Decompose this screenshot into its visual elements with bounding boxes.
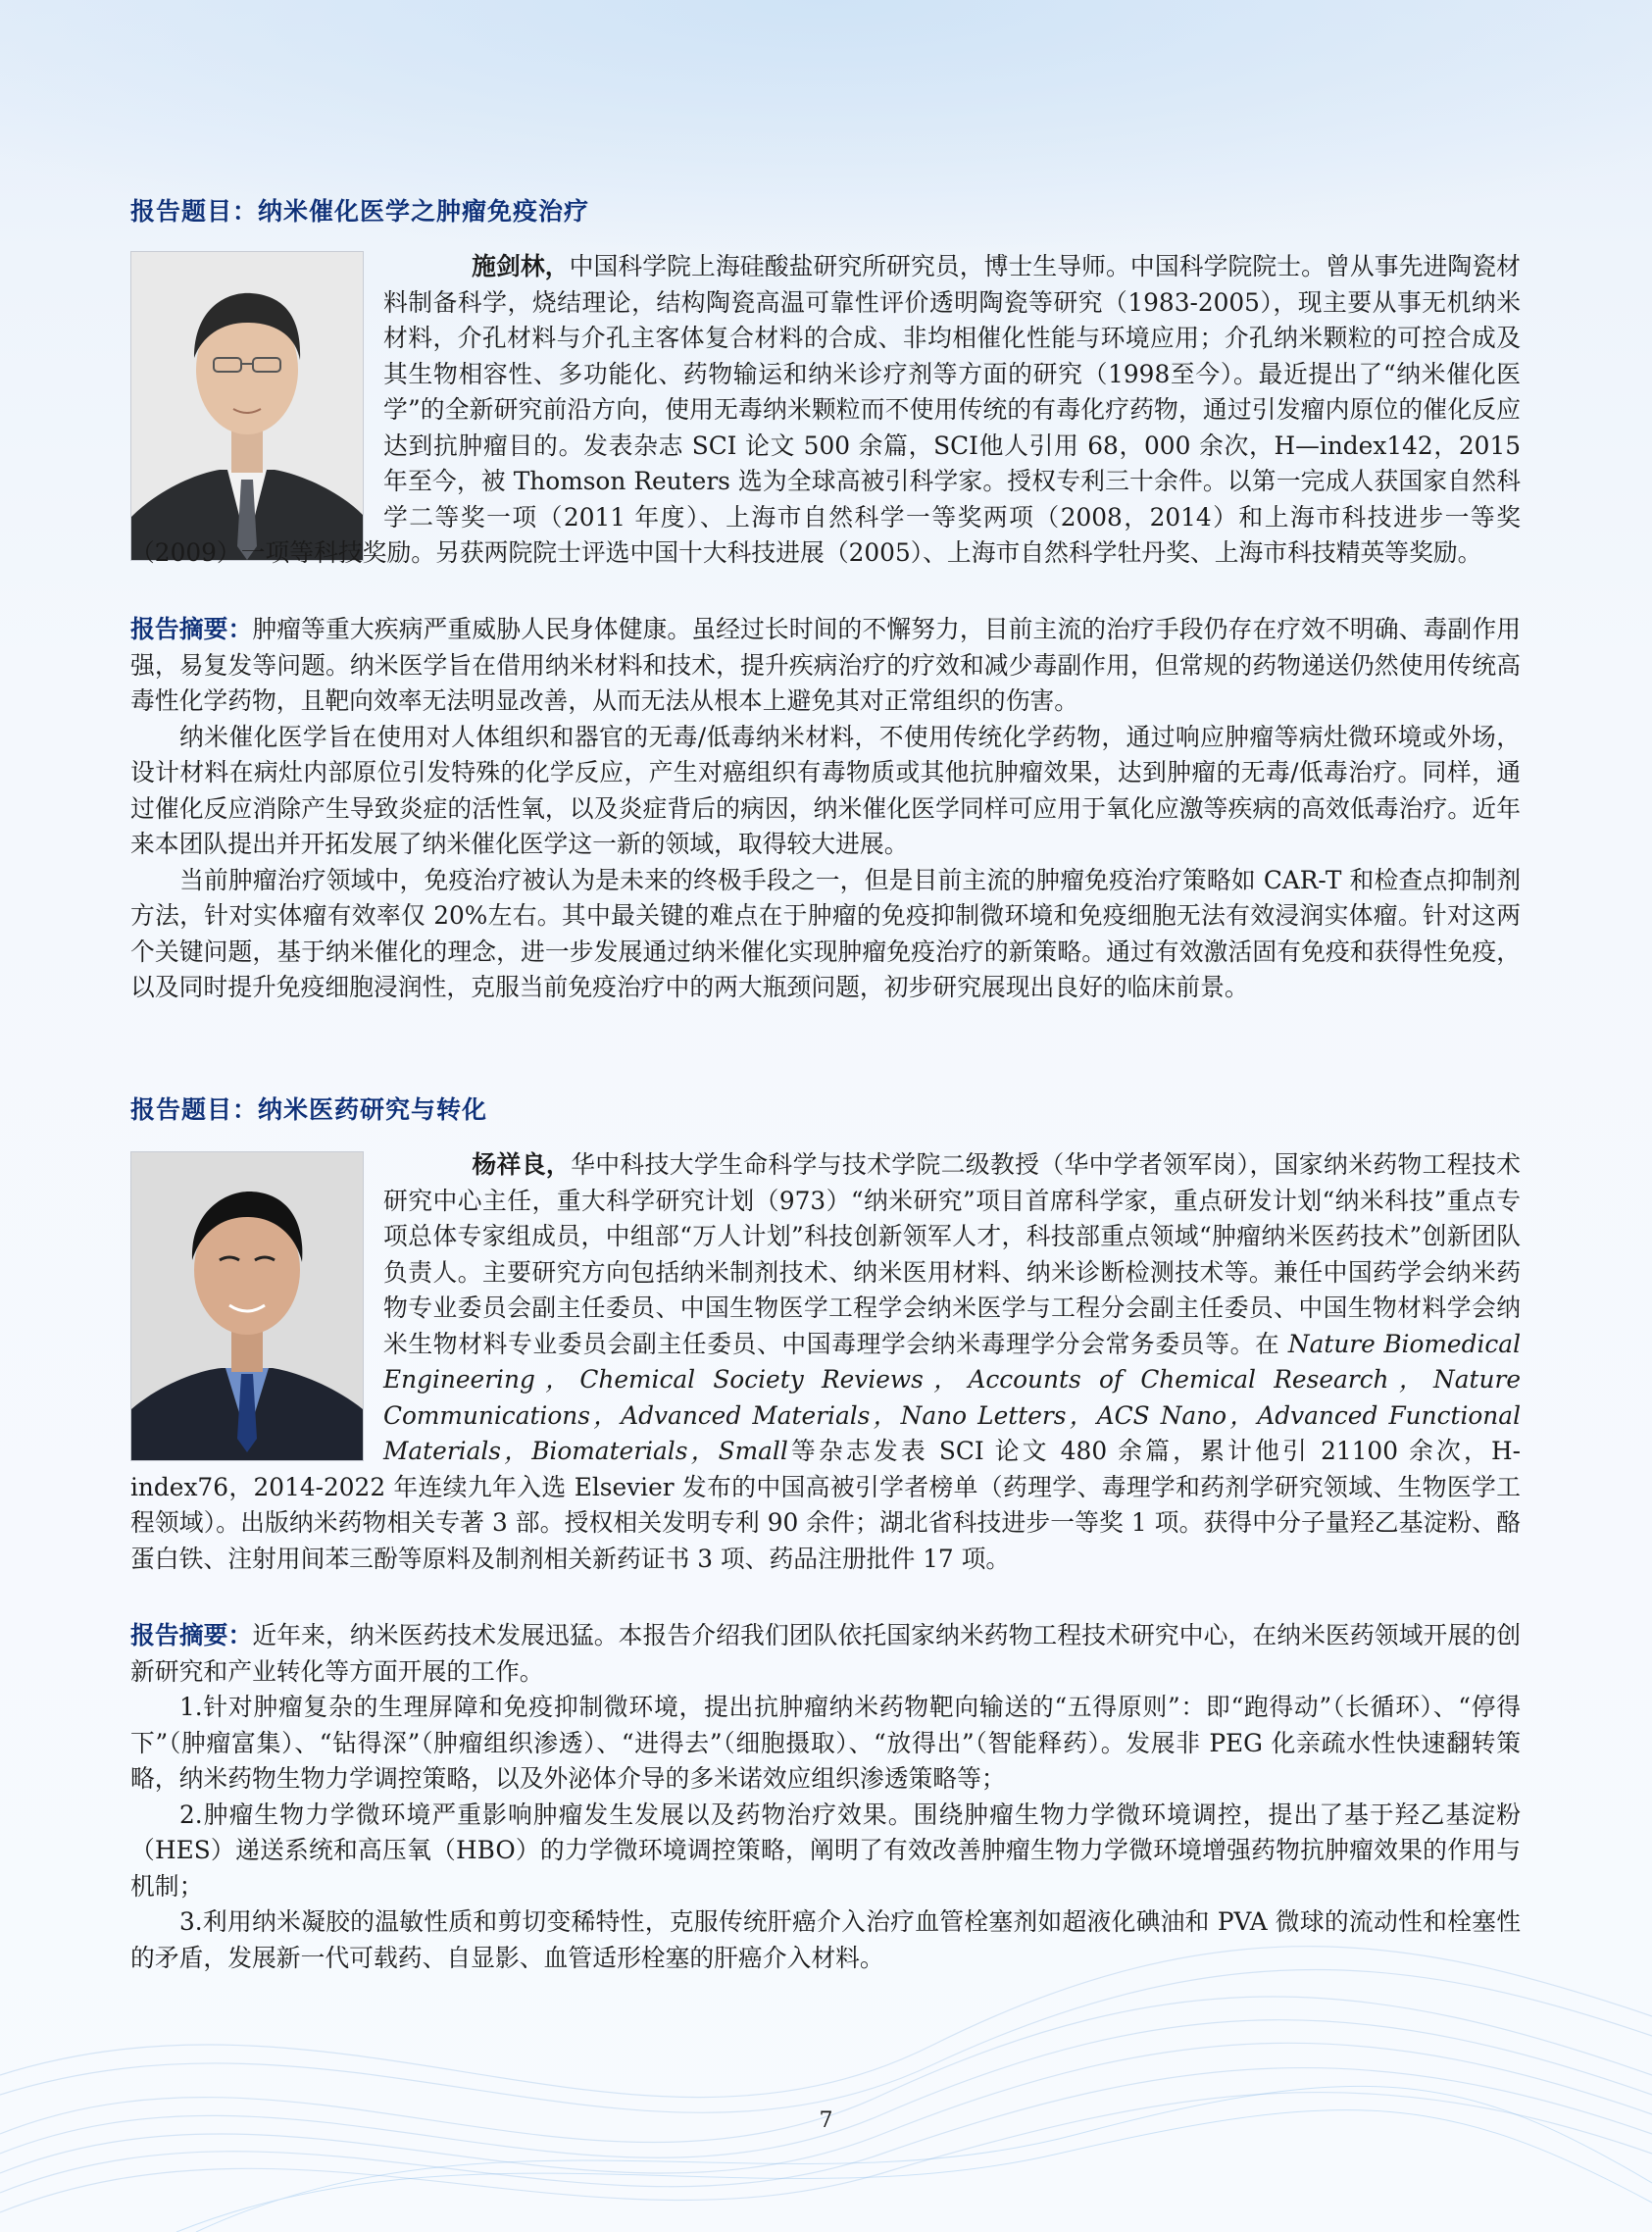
speaker-name: 杨祥良， xyxy=(472,1150,572,1179)
talk-title: 报告题目：纳米医药研究与转化 xyxy=(130,1095,488,1124)
speaker-bio-text: 等杂志发表 SCI 论文 480 余篇，累计他引 21100 余次，H-index76，2014-2022 年连续九年入选 Elsevier 发布的中国高被引学者榜单（药理学、毒理学和药剂学研究领域、生物医学工程领域）。出版纳米药物相关专著 3 部。授权相关发明专利 90 余件；湖北省科技进步一等奖 1 项。获得中分子量羟乙基淀粉、酪蛋白铁、注射用间苯三酚等原料及制剂相关新药证书 3 项、药品注册批件 17 项。 xyxy=(130,1437,1521,1573)
abstract-paragraph: 近年来，纳米医药技术发展迅猛。本报告介绍我们团队依托国家纳米药物工程技术研究中心，在纳米医药领域开展的创新研究和产业转化等方面开展的工作。 xyxy=(130,1621,1521,1686)
talk-title: 报告题目：纳米催化医学之肿瘤免疫治疗 xyxy=(130,197,590,226)
talk-abstract xyxy=(130,612,1521,1006)
speaker-bio xyxy=(130,1147,1521,1577)
page-number: 7 xyxy=(819,2108,833,2133)
abstract-paragraph: 1.针对肿瘤复杂的生理屏障和免疫抑制微环境，提出抗肿瘤纳米药物靶向输送的“五得原则”：即“跑得动”（长循环）、“停得下”（肿瘤富集）、“钻得深”（肿瘤组织渗透）、“进得去”（细胞摄取）、“放得出”（智能释药）。发展非 PEG 化亲疏水性快速翻转策略，纳米药物生物力学调控策略，以及外泌体介导的多米诺效应组织渗透策略等； xyxy=(130,1693,1521,1793)
abstract-paragraph: 当前肿瘤治疗领域中，免疫治疗被认为是未来的终极手段之一，但是目前主流的肿瘤免疫治疗策略如 CAR-T 和检查点抑制剂方法，针对实体瘤有效率仅 20%左右。其中最关键的难点在于肿瘤的免疫抑制微环境和免疫细胞无法有效浸润实体瘤。针对这两个关键问题，基于纳米催化的理念，进一步发展通过纳米催化实现肿瘤免疫治疗的新策略。通过有效激活固有免疫和获得性免疫，以及同时提升免疫细胞浸润性，克服当前免疫治疗中的两大瓶颈问题，初步研究展现出良好的临床前景。 xyxy=(130,865,1521,1001)
abstract-label: 报告摘要： xyxy=(130,615,253,643)
speaker-bio xyxy=(130,249,1521,572)
abstract-paragraph: 3.利用纳米凝胶的温敏性质和剪切变稀特性，克服传统肝癌介入治疗血管栓塞剂如超液化碘油和 PVA 微球的流动性和栓塞性的矛盾，发展新一代可载药、自显影、血管适形栓塞的肝癌介入材料。 xyxy=(130,1907,1521,1972)
speaker-bio-text: 中国科学院上海硅酸盐研究所研究员，博士生导师。中国科学院院士。曾从事先进陶瓷材料制备科学，烧结理论，结构陶瓷高温可靠性评价透明陶瓷等研究（1983-2005），现主要从事无机纳米材料，介孔材料与介孔主客体复合材料的合成、非均相催化性能与环境应用；介孔纳米颗粒的可控合成及其生物相容性、多功能化、药物输运和纳米诊疗剂等方面的研究（1998至今）。最近提出了“纳米催化医学”的全新研究前沿方向，使用无毒纳米颗粒而不使用传统的有毒化疗药物，通过引发瘤内原位的催化反应达到抗肿瘤目的。发表杂志 SCI 论文 500 余篇，SCI他人引用 68，000 余次，H—index142，2015 年至今，被 Thomson Reuters 选为全球高被引科学家。授权专利三十余件。以第一完成人获国家自然科学二等奖一项（2011 年度）、上海市自然科学一等奖两项（2008，2014）和上海市科技进步一等奖（2009）一项等科技奖励。另获两院院士评选中国十大科技进展（2005）、上海市自然科学牡丹奖、上海市科技精英等奖励。 xyxy=(130,252,1521,567)
journal-list: Nature Biomedical Engineering，Chemical Society Reviews，Accounts of Chemical Research，Nature Communications，Advanced Materials，Nano Letters，ACS Nano，Advanced Functional Materials，Biomaterials，Small xyxy=(383,1329,1521,1465)
speaker-name: 施剑林， xyxy=(472,252,570,280)
talk-abstract xyxy=(130,1618,1521,1976)
speaker-bio-text: 华中科技大学生命科学与技术学院二级教授（华中学者领军岗），国家纳米药物工程技术研究中心主任，重大科学研究计划（973）“纳米研究”项目首席科学家，重点研发计划“纳米科技”重点专项总体专家组成员，中组部“万人计划”科技创新领军人才，科技部重点领域“肿瘤纳米医药技术”创新团队负责人。主要研究方向包括纳米制剂技术、纳米医用材料、纳米诊断检测技术等。兼任中国药学会纳米药物专业委员会副主任委员、中国生物医学工程学会纳米医学与工程分会副主任委员、中国生物材料学会纳米生物材料专业委员会副主任委员、中国毒理学会纳米毒理学分会常务委员等。在 xyxy=(383,1150,1521,1358)
abstract-paragraph: 纳米催化医学旨在使用对人体组织和器官的无毒/低毒纳米材料，不使用传统化学药物，通过响应肿瘤等病灶微环境或外场，设计材料在病灶内部原位引发特殊的化学反应，产生对癌组织有毒物质或其他抗肿瘤效果，达到肿瘤的无毒/低毒治疗。同样，通过催化反应消除产生导致炎症的活性氧，以及炎症背后的病因，纳米催化医学同样可应用于氧化应激等疾病的高效低毒治疗。近年来本团队提出并开拓发展了纳米催化医学这一新的领域，取得较大进展。 xyxy=(130,722,1521,858)
abstract-label: 报告摘要： xyxy=(130,1621,253,1649)
abstract-paragraph: 2.肿瘤生物力学微环境严重影响肿瘤发生发展以及药物治疗效果。围绕肿瘤生物力学微环境调控，提出了基于羟乙基淀粉（HES）递送系统和高压氧（HBO）的力学微环境调控策略，阐明了有效改善肿瘤生物力学微环境增强药物抗肿瘤效果的作用与机制； xyxy=(130,1800,1521,1901)
abstract-paragraph: 肿瘤等重大疾病严重威胁人民身体健康。虽经过长时间的不懈努力，目前主流的治疗手段仍存在疗效不明确、毒副作用强，易复发等问题。纳米医学旨在借用纳米材料和技术，提升疾病治疗的疗效和减少毒副作用，但常规的药物递送仍然使用传统高毒性化学药物，且靶向效率无法明显改善，从而无法从根本上避免其对正常组织的伤害。 xyxy=(130,615,1521,715)
